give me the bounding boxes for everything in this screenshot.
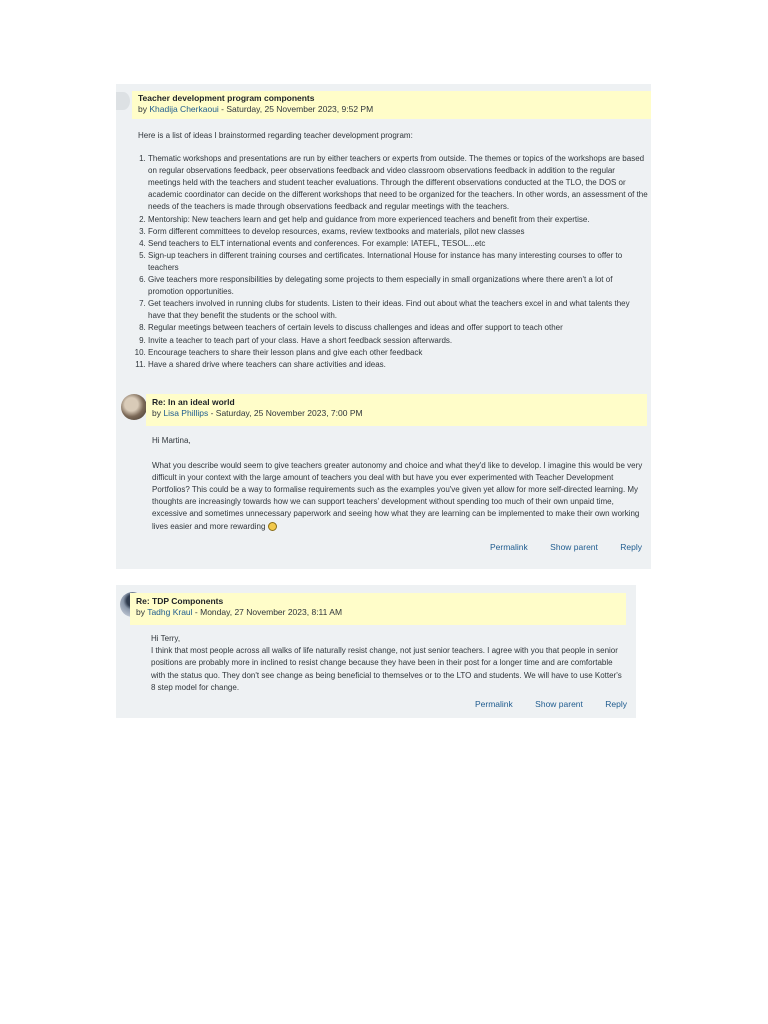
forum-post (116, 84, 651, 385)
post-actions (475, 699, 627, 709)
post-body (151, 633, 626, 694)
list-item: 5. Sign-up teachers in different training courses and certificates. International House for instance has many interesting courses to offer to teachers (148, 250, 648, 274)
post-date: - Saturday, 25 November 2023, 7:00 PM (208, 408, 363, 418)
post-paragraph: I think that most people across all walks of life naturally resist change, not just senior teachers. I agree with you that people in senior positions are probably more in inclined to resist change because they have been in their post for a longer time and are comfortable with the status quo. They don't see change as being beneficial to themselves or to the LTO and students. We will have to use Kotter's 8 step model for change. (151, 646, 622, 692)
post-byline (138, 104, 645, 115)
post-greeting: Hi Martina, (152, 436, 191, 445)
list-item: 1. Thematic workshops and presentations are run by either teachers or experts from outside. The themes or topics of the workshops are based on regular observations feedback, peer observations feedback and video classroom observations feedback in addition to the regular meetings held with the teachers and student teacher evaluations. Through the different observations conducted at the TLO, the DOS or academic coordinator can decide on the different workshops that need to be organized for the teachers. In other words, an assessment of the needs of the teachers is made through observations feedback and regular meetings with the teachers. (148, 153, 648, 213)
post-header (146, 394, 647, 426)
permalink-link[interactable]: Permalink (475, 699, 513, 709)
post-body (138, 130, 648, 371)
author-link[interactable]: Khadija Cherkaoui (149, 104, 219, 114)
post-body (152, 435, 648, 533)
show-parent-link[interactable]: Show parent (535, 699, 583, 709)
byline-prefix: by (152, 408, 164, 418)
avatar[interactable] (116, 92, 130, 110)
list-item: 7. Get teachers involved in running clubs for students. Listen to their ideas. Find out about what the teachers excel in and what talents they have that they benefit the students or the school with. (148, 298, 648, 322)
list-item: 11. Have a shared drive where teachers can share activities and ideas. (148, 359, 648, 371)
post-subject: Re: TDP Components (136, 596, 224, 606)
post-subject: Teacher development program components (138, 93, 315, 103)
post-paragraph-text: What you describe would seem to give teachers greater autonomy and choice and what they'd like to develop. I imagine this would be very difficult in your context with the large amount of teachers you deal with but have you ever experimented with Teacher Development Portfolios? This could be a way to formalise requirements such as the examples you've given yet allow for more self-directed learning. My thoughts are increasingly towards how we can support teachers' development without spending too much of their own unpaid time, excessive and sometimes unnecessary paperwork and seeing how what they are learning can be implemented to make their own working lives easier and more rewarding (152, 461, 643, 531)
post-date: - Monday, 27 November 2023, 8:11 AM (192, 607, 343, 617)
reply-link[interactable]: Reply (605, 699, 628, 709)
list-item: 4. Send teachers to ELT international events and conferences. For example: IATEFL, TESOL...etc (148, 238, 648, 250)
avatar[interactable] (121, 394, 147, 420)
list-item: 10. Encourage teachers to share their lesson plans and give each other feedback (148, 347, 648, 359)
post-header (130, 593, 626, 625)
post-byline (152, 408, 641, 419)
author-link[interactable]: Lisa Phillips (163, 408, 209, 418)
post-intro: Here is a list of ideas I brainstormed regarding teacher development program: (138, 131, 413, 140)
post-subject: Re: In an ideal world (152, 397, 235, 407)
show-parent-link[interactable]: Show parent (550, 542, 598, 552)
list-item: 9. Invite a teacher to teach part of your class. Have a short feedback session afterwards. (148, 335, 648, 347)
list-item: 8. Regular meetings between teachers of certain levels to discuss challenges and ideas and offer support to teach other (148, 322, 648, 334)
post-actions (490, 542, 642, 552)
byline-prefix: by (138, 104, 150, 114)
post-byline (136, 607, 620, 618)
forum-post (116, 585, 636, 718)
list-item: 6. Give teachers more responsibilities by delegating some projects to them especially in small organizations where there aren't a lot of promotion opportunities. (148, 274, 648, 298)
post-greeting: Hi Terry, (151, 634, 181, 643)
list-item: 2. Mentorship: New teachers learn and get help and guidance from more experienced teachers and benefit from their expertise. (148, 214, 648, 226)
byline-prefix: by (136, 607, 148, 617)
post-date: - Saturday, 25 November 2023, 9:52 PM (218, 104, 374, 114)
post-header (132, 91, 651, 119)
list-item: 3. Form different committees to develop resources, exams, review textbooks and materials, pilot new classes (148, 226, 648, 238)
reply-link[interactable]: Reply (620, 542, 643, 552)
author-link[interactable]: Tadhg Kraul (147, 607, 193, 617)
post-paragraph (152, 460, 648, 533)
ideas-list (138, 153, 648, 371)
forum-post (116, 385, 651, 569)
permalink-link[interactable]: Permalink (490, 542, 528, 552)
smiley-icon (268, 522, 277, 531)
